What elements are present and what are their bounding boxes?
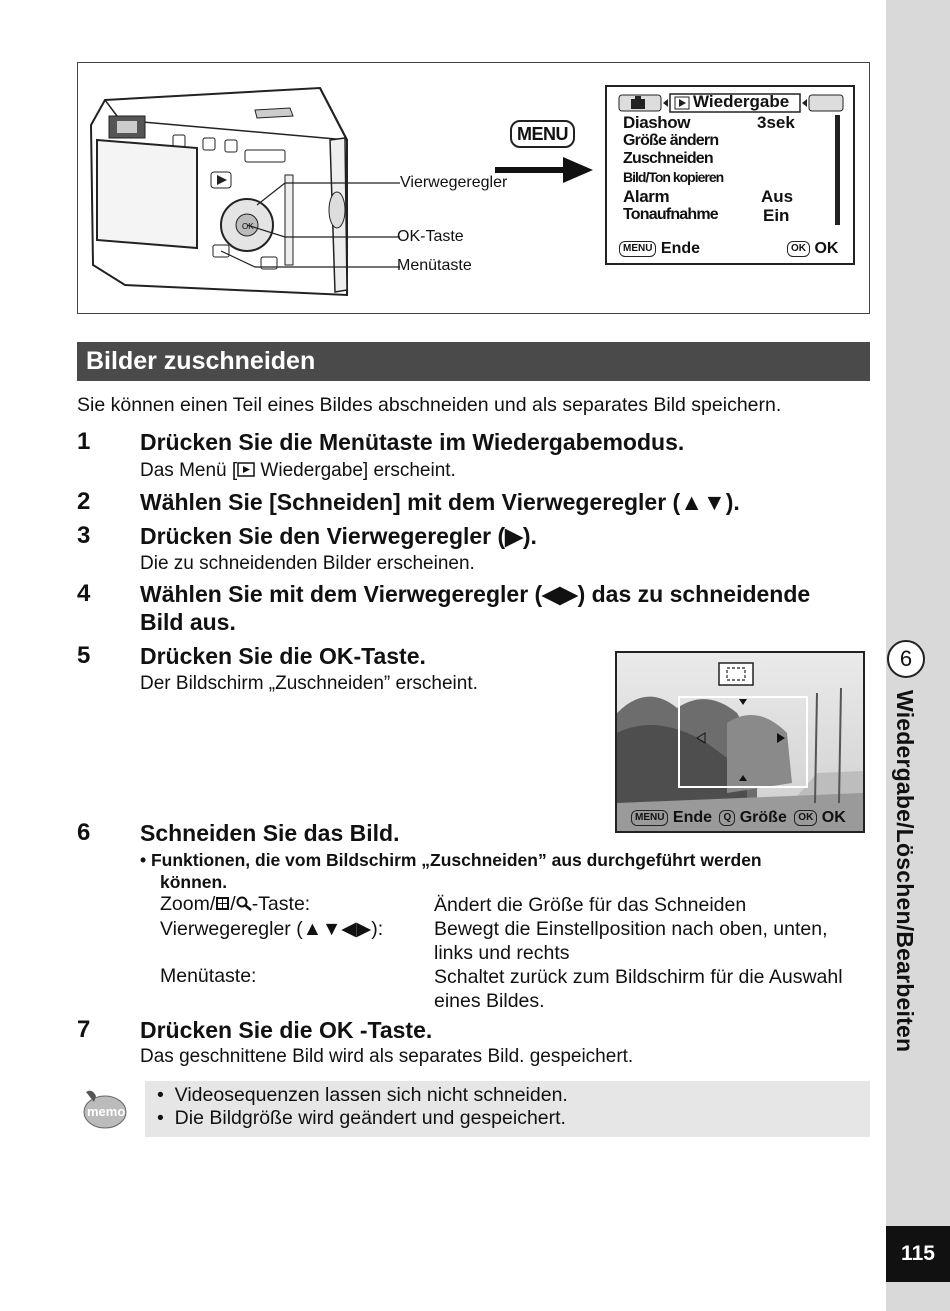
function-description: Bewegt die Einstellposition nach oben, unten, (434, 918, 828, 940)
function-key: Vierwegeregler (▲▼◀▶): (160, 918, 384, 940)
menu-footer-left: MENU Ende (619, 240, 700, 258)
step-title: Drücken Sie die Menütaste im Wiedergabemodus. (140, 429, 685, 455)
memo-icon (78, 1086, 130, 1132)
ok-key-icon: OK (787, 241, 810, 257)
menu-row-label: Zuschneiden (623, 150, 713, 167)
memo-item: • Die Bildgröße wird geändert und gespeichert. (157, 1107, 566, 1129)
step-title-continued: Bild aus. (140, 609, 236, 635)
step-body: Die zu schneidenden Bilder erscheinen. (140, 553, 475, 574)
step-number: 5 (77, 642, 91, 669)
function-description-continued: links und rechts (434, 942, 570, 964)
section-title: Bilder zuschneiden (77, 342, 870, 381)
zoom-key-icon: Q (719, 810, 735, 826)
svg-text:OK: OK (242, 222, 254, 231)
menu-key-icon: MENU (510, 120, 575, 148)
step-title: Schneiden Sie das Bild. (140, 820, 400, 846)
memo-item: • Videosequenzen lassen sich nicht schneiden. (157, 1084, 568, 1106)
page-number: 115 (886, 1226, 950, 1282)
menu-row-value: Ein (763, 206, 790, 225)
intro-text: Sie können einen Teil eines Bildes abschneiden und als separates Bild speichern. (77, 394, 782, 416)
crop-preview-screen (615, 651, 865, 833)
function-description: Schaltet zurück zum Bildschirm für die Auswahl (434, 966, 843, 988)
step-number: 4 (77, 580, 91, 607)
functions-heading: • Funktionen, die vom Bildschirm „Zuschneiden” aus durchgeführt werden (140, 850, 762, 870)
menu-row-value: 3sek (757, 113, 795, 132)
step-title: Drücken Sie den Vierwegeregler (▶). (140, 523, 537, 549)
menu-key-icon: MENU (619, 241, 656, 257)
menu-key-icon: MENU (631, 810, 668, 826)
step-title: Drücken Sie die OK -Taste. (140, 1017, 433, 1043)
step-title: Wählen Sie mit dem Vierwegeregler (◀▶) das zu schneidende (140, 581, 811, 607)
memo-icon-label: memo (87, 1104, 126, 1119)
chapter-title: Wiedergabe/Löschen/Bearbeiten (892, 690, 918, 1053)
zoom-magnifier-icon (236, 896, 252, 911)
function-key: Menütaste: (160, 965, 257, 987)
camera-illustration (85, 80, 445, 310)
thumbnail-grid-icon (215, 896, 230, 911)
menu-row-label: Bild/Ton kopieren (623, 169, 724, 185)
function-key: Zoom/ / -Taste: (160, 893, 311, 915)
menu-row-value: Aus (761, 187, 794, 206)
label-vierwegeregler: Vierwegeregler (400, 174, 508, 191)
menu-row-label: Größe ändern (623, 132, 719, 149)
step-body: Das geschnittene Bild wird als separates Bild. gespeichert. (140, 1046, 634, 1067)
menu-tab-title: Wiedergabe (693, 92, 790, 111)
step-number: 2 (77, 488, 91, 515)
menu-row-label: Tonaufnahme (623, 206, 718, 223)
menu-scrollbar (835, 115, 840, 225)
label-menuetaste: Menütaste (397, 257, 472, 274)
step-number: 7 (77, 1016, 91, 1043)
arrow-right-icon (495, 157, 593, 183)
chapter-number: 6 (887, 640, 925, 678)
play-icon (237, 462, 255, 477)
function-description-continued: eines Bildes. (434, 990, 545, 1012)
crop-preview-footer: MENU Ende Q Größe OK OK (631, 809, 846, 827)
menu-row-label: Alarm (623, 187, 670, 206)
step-body: Der Bildschirm „Zuschneiden” erscheint. (140, 673, 478, 694)
crop-preview-photo (617, 653, 863, 831)
menu-row-label: Diashow (623, 113, 691, 132)
menu-screen (605, 85, 855, 265)
step-number: 1 (77, 428, 91, 455)
step-number: 6 (77, 819, 91, 846)
functions-heading-continued: können. (160, 872, 228, 892)
step-number: 3 (77, 522, 91, 549)
function-description: Ändert die Größe für das Schneiden (434, 894, 747, 916)
step-body: Das Menü [ Wiedergabe] erscheint. (140, 460, 456, 481)
step-title: Drücken Sie die OK-Taste. (140, 643, 426, 669)
menu-footer-right: OK OK (787, 240, 838, 258)
step-title: Wählen Sie [Schneiden] mit dem Vierwegeregler (▲▼). (140, 489, 740, 515)
label-ok-taste: OK-Taste (397, 228, 464, 245)
ok-key-icon: OK (794, 810, 817, 826)
